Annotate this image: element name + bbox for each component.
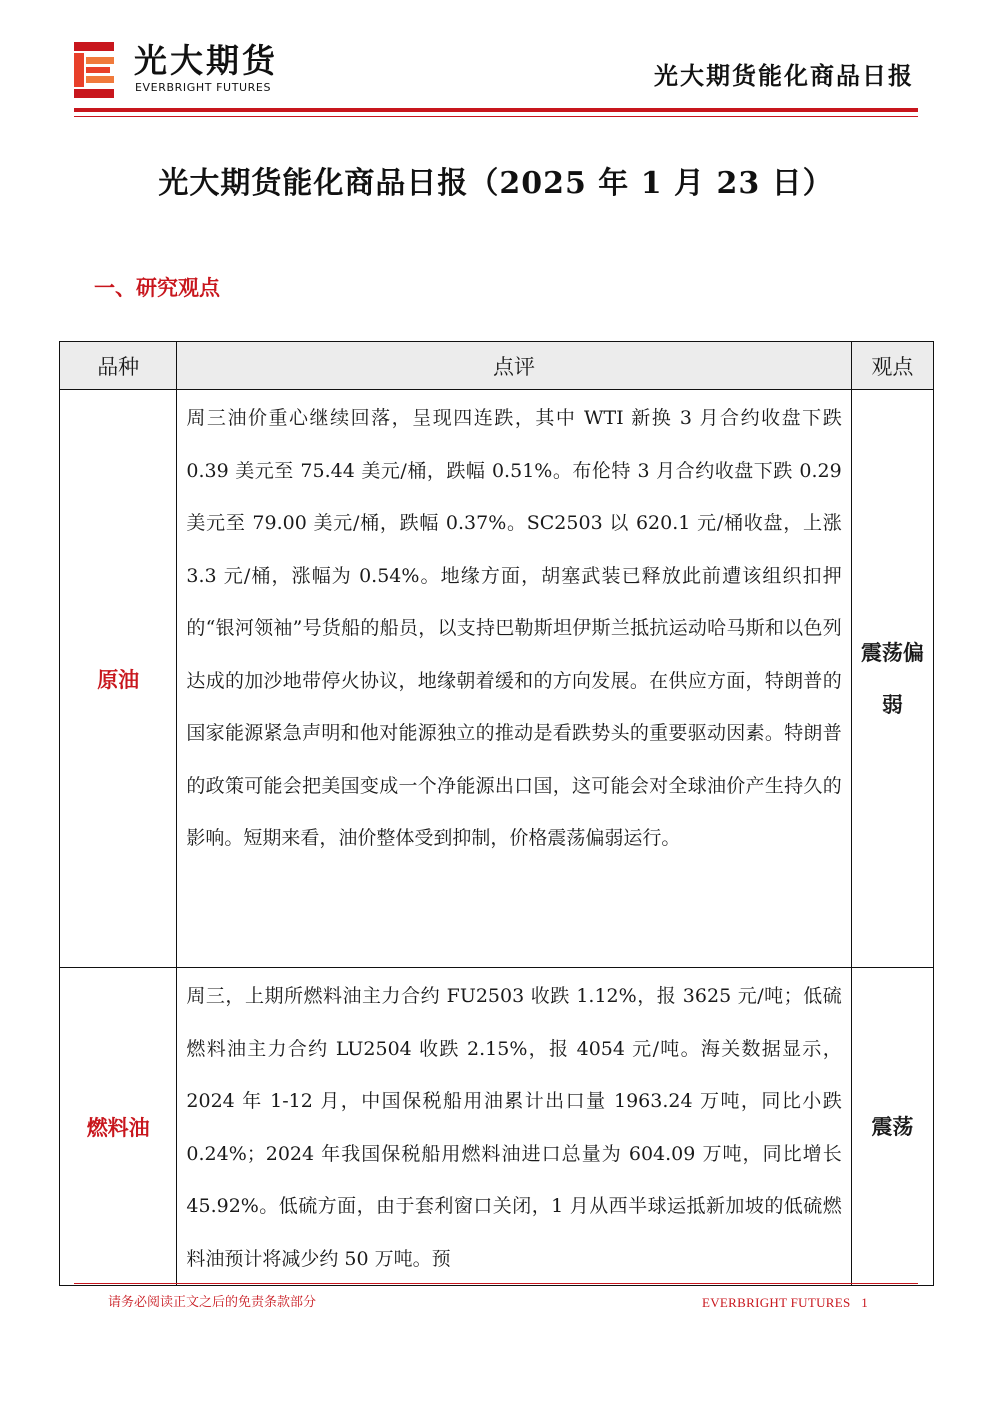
product-name: 原油 [60,390,177,968]
product-comment: 周三油价重心继续回落，呈现四连跌，其中 WTI 新换 3 月合约收盘下跌 0.39 美元至 75.44 美元/桶，跌幅 0.51%。布伦特 3 月合约收盘下跌 0.29 美元至 79.00 美元/桶，跌幅 0.37%。SC2503 以 620.1 元/桶收盘，上涨 3.3 元/桶，涨幅为 0.54%。地缘方面，胡塞武装已释放此前遭该组织扣押的“银河领袖”号货船的船员，以支持巴勒斯坦伊斯兰抵抗运动哈马斯和以色列达成的加沙地带停火协议，地缘朝着缓和的方向发展。在供应方面，特朗普的国家能源紧急声明和他对能源独立的推动是看跌势头的重要驱动因素。特朗普的政策可能会把美国变成一个净能源出口国，这可能会对全球油价产生持久的影响。短期来看，油价整体受到抑制，价格震荡偏弱运行。 [177,390,851,968]
footer-brand [702,1294,868,1312]
footer-divider [74,1283,918,1284]
footer-brand-name: EVERBRIGHT FUTURES [701,1295,851,1310]
header-divider [74,108,918,112]
column-header-view: 观点 [851,342,933,390]
product-name: 燃料油 [60,968,177,1286]
column-header-product: 品种 [60,342,177,390]
section-title: 一、研究观点 [94,275,220,300]
footer-disclaimer: 请务必阅读正文之后的免责条款部分 [108,1295,317,1310]
product-view: 震荡偏弱 [851,390,933,968]
document-title: 光大期货能化商品日报（2025 年 1 月 23 日） [158,166,834,201]
page-number: 1 [861,1295,868,1310]
table-row [60,390,934,968]
everbright-logo-icon [74,42,114,98]
logo-text: 光大期货 [134,41,278,80]
product-comment: 周三，上期所燃料油主力合约 FU2503 收跌 1.12%，报 3625 元/吨；低硫燃料油主力合约 LU2504 收跌 2.15%，报 4054 元/吨。海关数据显示，2024 年 1-12 月，中国保税船用油累计出口量 1963.24 万吨，同比小跌 0.24%；2024 年我国保税船用燃料油进口总量为 604.09 万吨，同比增长 45.92%。低硫方面，由于套利窗口关闭，1 月从西半球运抵新加坡的低硫燃料油预计将减少约 50 万吨。预 [177,968,851,1286]
header-title: 光大期货能化商品日报 [654,61,914,90]
table-row [60,968,934,1286]
logo-subtext: EVERBRIGHT FUTURES [135,81,272,94]
research-table [59,341,934,1286]
header-divider-thin [74,116,918,117]
column-header-comment: 点评 [177,342,851,390]
page-header [0,0,992,125]
table-header-row [60,342,934,390]
product-view: 震荡 [851,968,933,1286]
